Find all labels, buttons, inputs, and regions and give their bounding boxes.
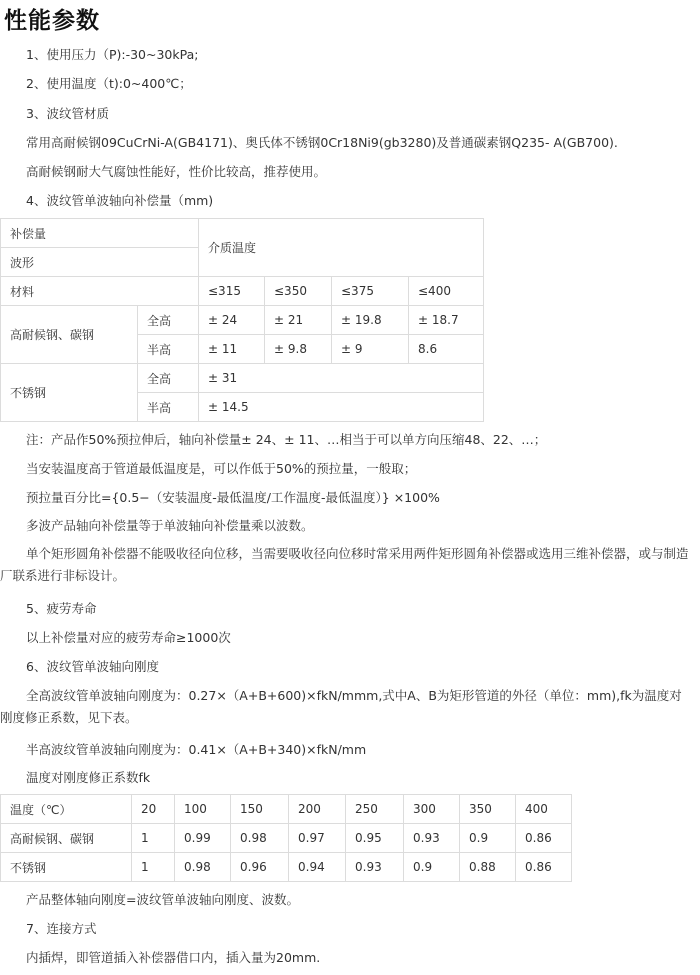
table-row: [1, 219, 484, 248]
table-row: [1, 306, 484, 335]
table-cell: 0.99: [175, 824, 231, 853]
table-cell: 0.95: [346, 824, 404, 853]
table-cell: 0.96: [231, 853, 289, 882]
stiffness-heading: 6、波纹管单波轴向刚度: [26, 659, 159, 674]
table-row: [1, 853, 572, 882]
note-install-temp: 当安装温度高于管道最低温度是，可以作低于50%的预拉量，一般取；: [26, 461, 417, 476]
note-multiwave: 多波产品轴向补偿量等于单波轴向补偿量乘以波数。: [26, 518, 314, 533]
header-cell: 300: [404, 795, 460, 824]
table-cell: ± 18.7: [409, 306, 484, 335]
table-cell: ± 31: [199, 364, 484, 393]
header-cell: 补偿量: [1, 219, 199, 248]
spec-pressure: 1、使用压力（P):-30~30kPa;: [26, 47, 199, 62]
table-cell: 8.6: [409, 335, 484, 364]
fatigue-heading: 5、疲劳寿命: [26, 601, 97, 616]
table-cell: ± 14.5: [199, 393, 484, 422]
note-radial: 单个矩形圆角补偿器不能吸收径向位移，当需要吸收径向位移时常采用两件矩形圆角补偿器或选用三维补偿器，或与制造厂联系进行非标设计。: [0, 546, 689, 583]
table-cell: 0.97: [289, 824, 346, 853]
table-cell: 0.9: [460, 824, 516, 853]
header-cell: 材料: [1, 277, 199, 306]
header-cell: 20: [132, 795, 175, 824]
header-cell: 介质温度: [199, 219, 484, 277]
header-cell: 400: [516, 795, 572, 824]
table-cell: 半高: [138, 393, 199, 422]
table-cell: 半高: [138, 335, 199, 364]
table-cell: 高耐候钢、碳钢: [1, 306, 138, 364]
header-cell: 波形: [1, 248, 199, 277]
table-cell: 1: [132, 853, 175, 882]
table-cell: 0.86: [516, 824, 572, 853]
table-cell: 0.98: [175, 853, 231, 882]
table-cell: 0.98: [231, 824, 289, 853]
table-cell: 全高: [138, 364, 199, 393]
header-cell: 200: [289, 795, 346, 824]
table-cell: ± 9: [332, 335, 409, 364]
overall-stiffness: 产品整体轴向刚度=波纹管单波轴向刚度、波数。: [26, 892, 299, 907]
table-cell: 不锈钢: [1, 853, 132, 882]
header-cell: 350: [460, 795, 516, 824]
header-cell: 250: [346, 795, 404, 824]
table-row: [1, 795, 572, 824]
note-prestretch-formula: 预拉量百分比={0.5−（安装温度-最低温度/工作温度-最低温度）} ×100%: [26, 490, 440, 505]
header-cell: 温度（℃）: [1, 795, 132, 824]
table-cell: 0.94: [289, 853, 346, 882]
header-cell: ≤315: [199, 277, 265, 306]
table-cell: ± 21: [265, 306, 332, 335]
header-cell: ≤400: [409, 277, 484, 306]
fatigue-text: 以上补偿量对应的疲劳寿命≥1000次: [26, 630, 231, 645]
table-row: [1, 277, 484, 306]
spec-temperature: 2、使用温度（t):0~400℃；: [26, 76, 192, 91]
table-cell: 0.9: [404, 853, 460, 882]
table-cell: 0.86: [516, 853, 572, 882]
stiffness-half: 半高波纹管单波轴向刚度为：0.41×（A+B+340)×fkN/mm: [26, 742, 367, 757]
note-prestretch: 注：产品作50%预拉伸后，轴向补偿量± 24、± 11、…相当于可以单方向压缩48、22、…；: [26, 432, 547, 447]
connection-text: 内插焊，即管道插入补偿器借口内，插入量为20mm.: [26, 950, 321, 965]
table-cell: 不锈钢: [1, 364, 138, 422]
table-row: [1, 364, 484, 393]
header-cell: 100: [175, 795, 231, 824]
table-cell: 高耐候钢、碳钢: [1, 824, 132, 853]
connection-heading: 7、连接方式: [26, 921, 97, 936]
header-cell: ≤350: [265, 277, 332, 306]
stiffness-full: 全高波纹管单波轴向刚度为：0.27×（A+B+600)×fkN/mmm,式中A、B为矩形管道的外径（单位：mm),fk为温度对刚度修正系数，见下表。: [0, 688, 682, 725]
header-cell: ≤375: [332, 277, 409, 306]
table-cell: 全高: [138, 306, 199, 335]
table-row: [1, 824, 572, 853]
compensation-heading: 4、波纹管单波轴向补偿量（mm): [26, 193, 214, 208]
material-text: 常用高耐候钢09CuCrNi-A(GB4171)、奥氏体不锈钢0Cr18Ni9(gb3280)及普通碳素钢Q235- A(GB700).: [26, 135, 618, 150]
table-cell: ± 11: [199, 335, 265, 364]
table-cell: ± 9.8: [265, 335, 332, 364]
table-cell: ± 19.8: [332, 306, 409, 335]
table-cell: 0.88: [460, 853, 516, 882]
table-cell: ± 24: [199, 306, 265, 335]
correction-table: [0, 794, 572, 882]
compensation-table: [0, 218, 484, 422]
spec-material-heading: 3、波纹管材质: [26, 106, 109, 121]
table-cell: 1: [132, 824, 175, 853]
correction-heading: 温度对刚度修正系数fk: [26, 770, 151, 785]
page-title: 性能参数: [4, 8, 100, 34]
header-cell: 150: [231, 795, 289, 824]
table-cell: 0.93: [346, 853, 404, 882]
material-recommendation: 高耐候钢耐大气腐蚀性能好，性价比较高，推荐使用。: [26, 164, 327, 179]
table-cell: 0.93: [404, 824, 460, 853]
